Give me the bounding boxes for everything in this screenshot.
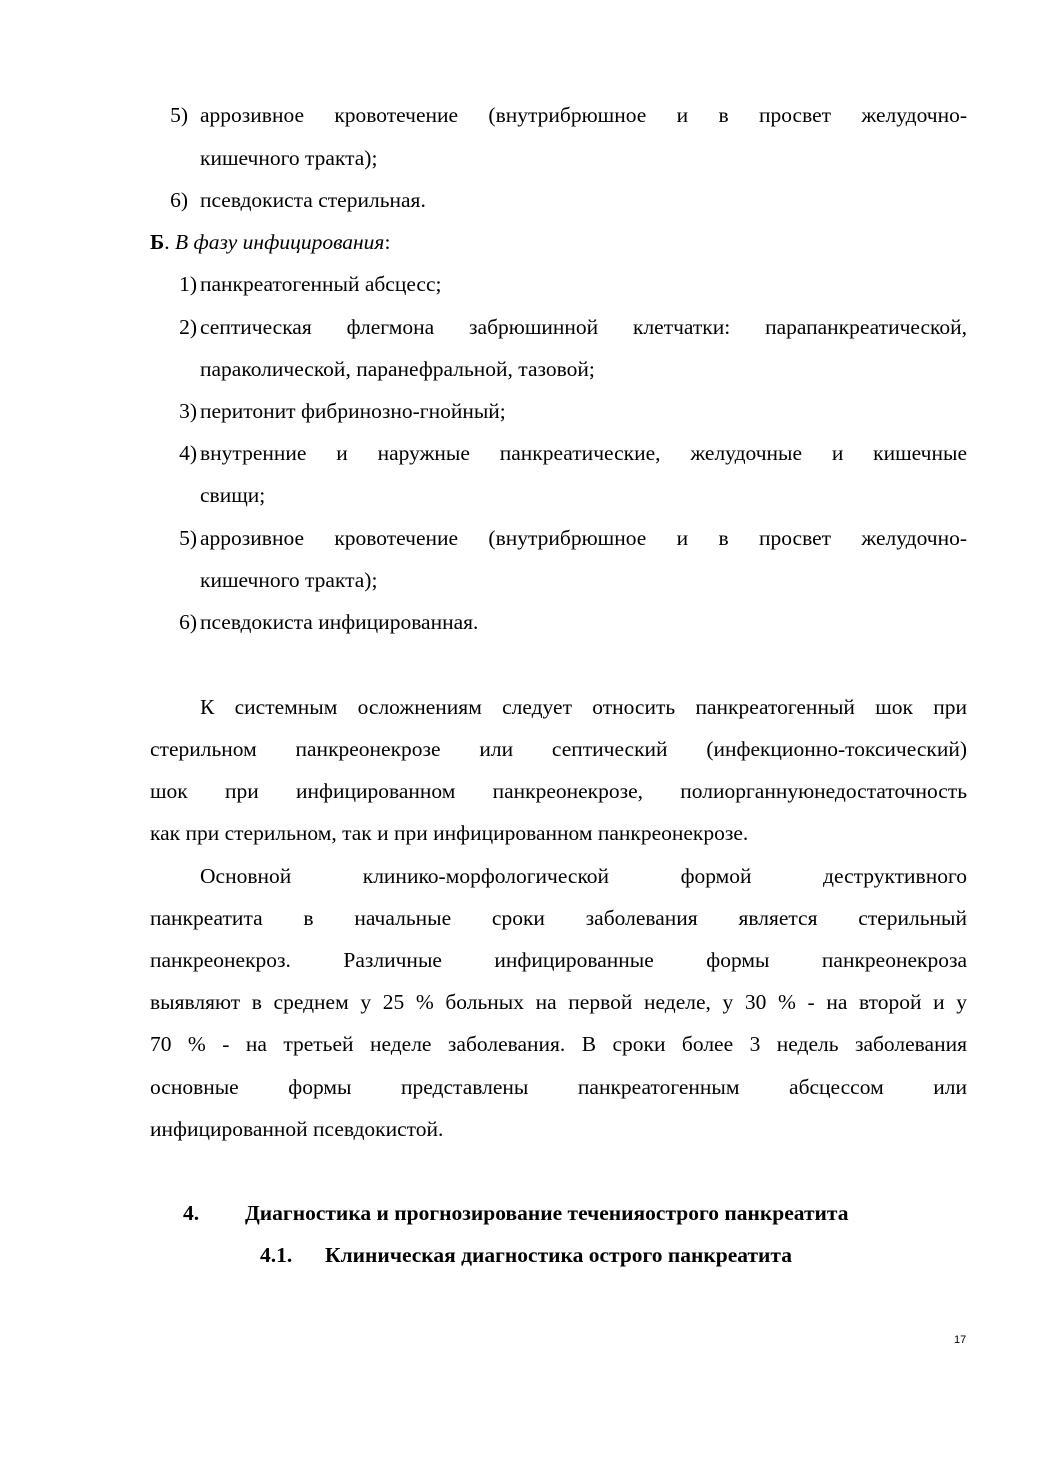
section-b-heading xyxy=(150,229,390,255)
list-b-item-2-number: 2) xyxy=(179,315,197,339)
paragraph-2-line-4: выявляют в среднем у 25 % больных на первой неделе, у 30 % - на второй и у xyxy=(150,990,967,1014)
list-b-item-5-number: 5) xyxy=(179,526,197,550)
paragraph-1-line-1: К системным осложнениям следует относить панкреатогенный шок при xyxy=(200,695,967,719)
section-b-title: В фазу инфицирования xyxy=(174,230,385,254)
heading-4-title: Диагностика и прогнозирование теченияострого панкреатита xyxy=(245,1201,849,1225)
list-a-item-5-line1: аррозивное кровотечение (внутрибрюшное и в просвет желудочно- xyxy=(200,103,967,127)
list-b-item-6-line1: псевдокиста инфицированная. xyxy=(200,610,479,634)
heading-4-number: 4. xyxy=(183,1201,200,1225)
list-b-item-1-line1: панкреатогенный абсцесс; xyxy=(200,272,442,296)
section-b-letter: Б xyxy=(150,230,165,254)
list-a-item-6-text: псевдокиста стерильная. xyxy=(200,188,426,212)
list-a-item-6-number: 6) xyxy=(170,188,188,212)
list-b-item-1-number: 1) xyxy=(179,272,197,296)
paragraph-2-line-6: основные формы представлены панкреатогенным абсцессом или xyxy=(150,1075,967,1099)
section-b-separator: . xyxy=(164,230,175,254)
paragraph-1-line-2: стерильном панкреонекрозе или септический (инфекционно-токсический) xyxy=(150,737,967,761)
paragraph-2-line-5: 70 % - на третьей неделе заболевания. В сроки более 3 недель заболевания xyxy=(150,1032,967,1056)
heading-4-1-number: 4.1. xyxy=(260,1243,293,1267)
paragraph-2-line-3: панкреонекроз. Различные инфицированные формы панкреонекроза xyxy=(150,948,967,972)
heading-4-1-title: Клиническая диагностика острого панкреатита xyxy=(325,1243,793,1267)
list-b-item-2-line2: параколической, паранефральной, тазовой; xyxy=(200,357,595,381)
page-number: 17 xyxy=(954,1334,967,1346)
list-b-item-5-line1: аррозивное кровотечение (внутрибрюшное и в просвет желудочно- xyxy=(200,526,967,550)
list-b-item-6-number: 6) xyxy=(179,610,197,634)
paragraph-1-line-4: как при стерильном, так и при инфицированном панкреонекрозе. xyxy=(150,821,749,845)
list-a-item-5-number: 5) xyxy=(170,103,188,127)
section-b-colon: : xyxy=(384,230,391,254)
list-b-item-5-line2: кишечного тракта); xyxy=(200,568,378,592)
paragraph-2-line-7: инфицированной псевдокистой. xyxy=(150,1117,444,1141)
list-b-item-2-line1: септическая флегмона забрюшинной клетчатки: парапанкреатической, xyxy=(200,315,967,339)
list-a-item-5-line2: кишечного тракта); xyxy=(200,146,378,170)
list-b-item-4-line2: свищи; xyxy=(200,483,266,507)
list-b-item-4-number: 4) xyxy=(179,441,197,465)
paragraph-2-line-1: Основной клинико-морфологической формой деструктивного xyxy=(200,864,967,888)
paragraph-1-line-3: шок при инфицированном панкреонекрозе, полиорганнуюнедостаточность xyxy=(150,779,967,803)
list-b-item-4-line1: внутренние и наружные панкреатические, желудочные и кишечные xyxy=(200,441,967,465)
list-b-item-3-number: 3) xyxy=(179,399,197,423)
list-b-item-3-line1: перитонит фибринозно-гнойный; xyxy=(200,399,506,423)
paragraph-2-line-2: панкреатита в начальные сроки заболевания является стерильный xyxy=(150,906,967,930)
